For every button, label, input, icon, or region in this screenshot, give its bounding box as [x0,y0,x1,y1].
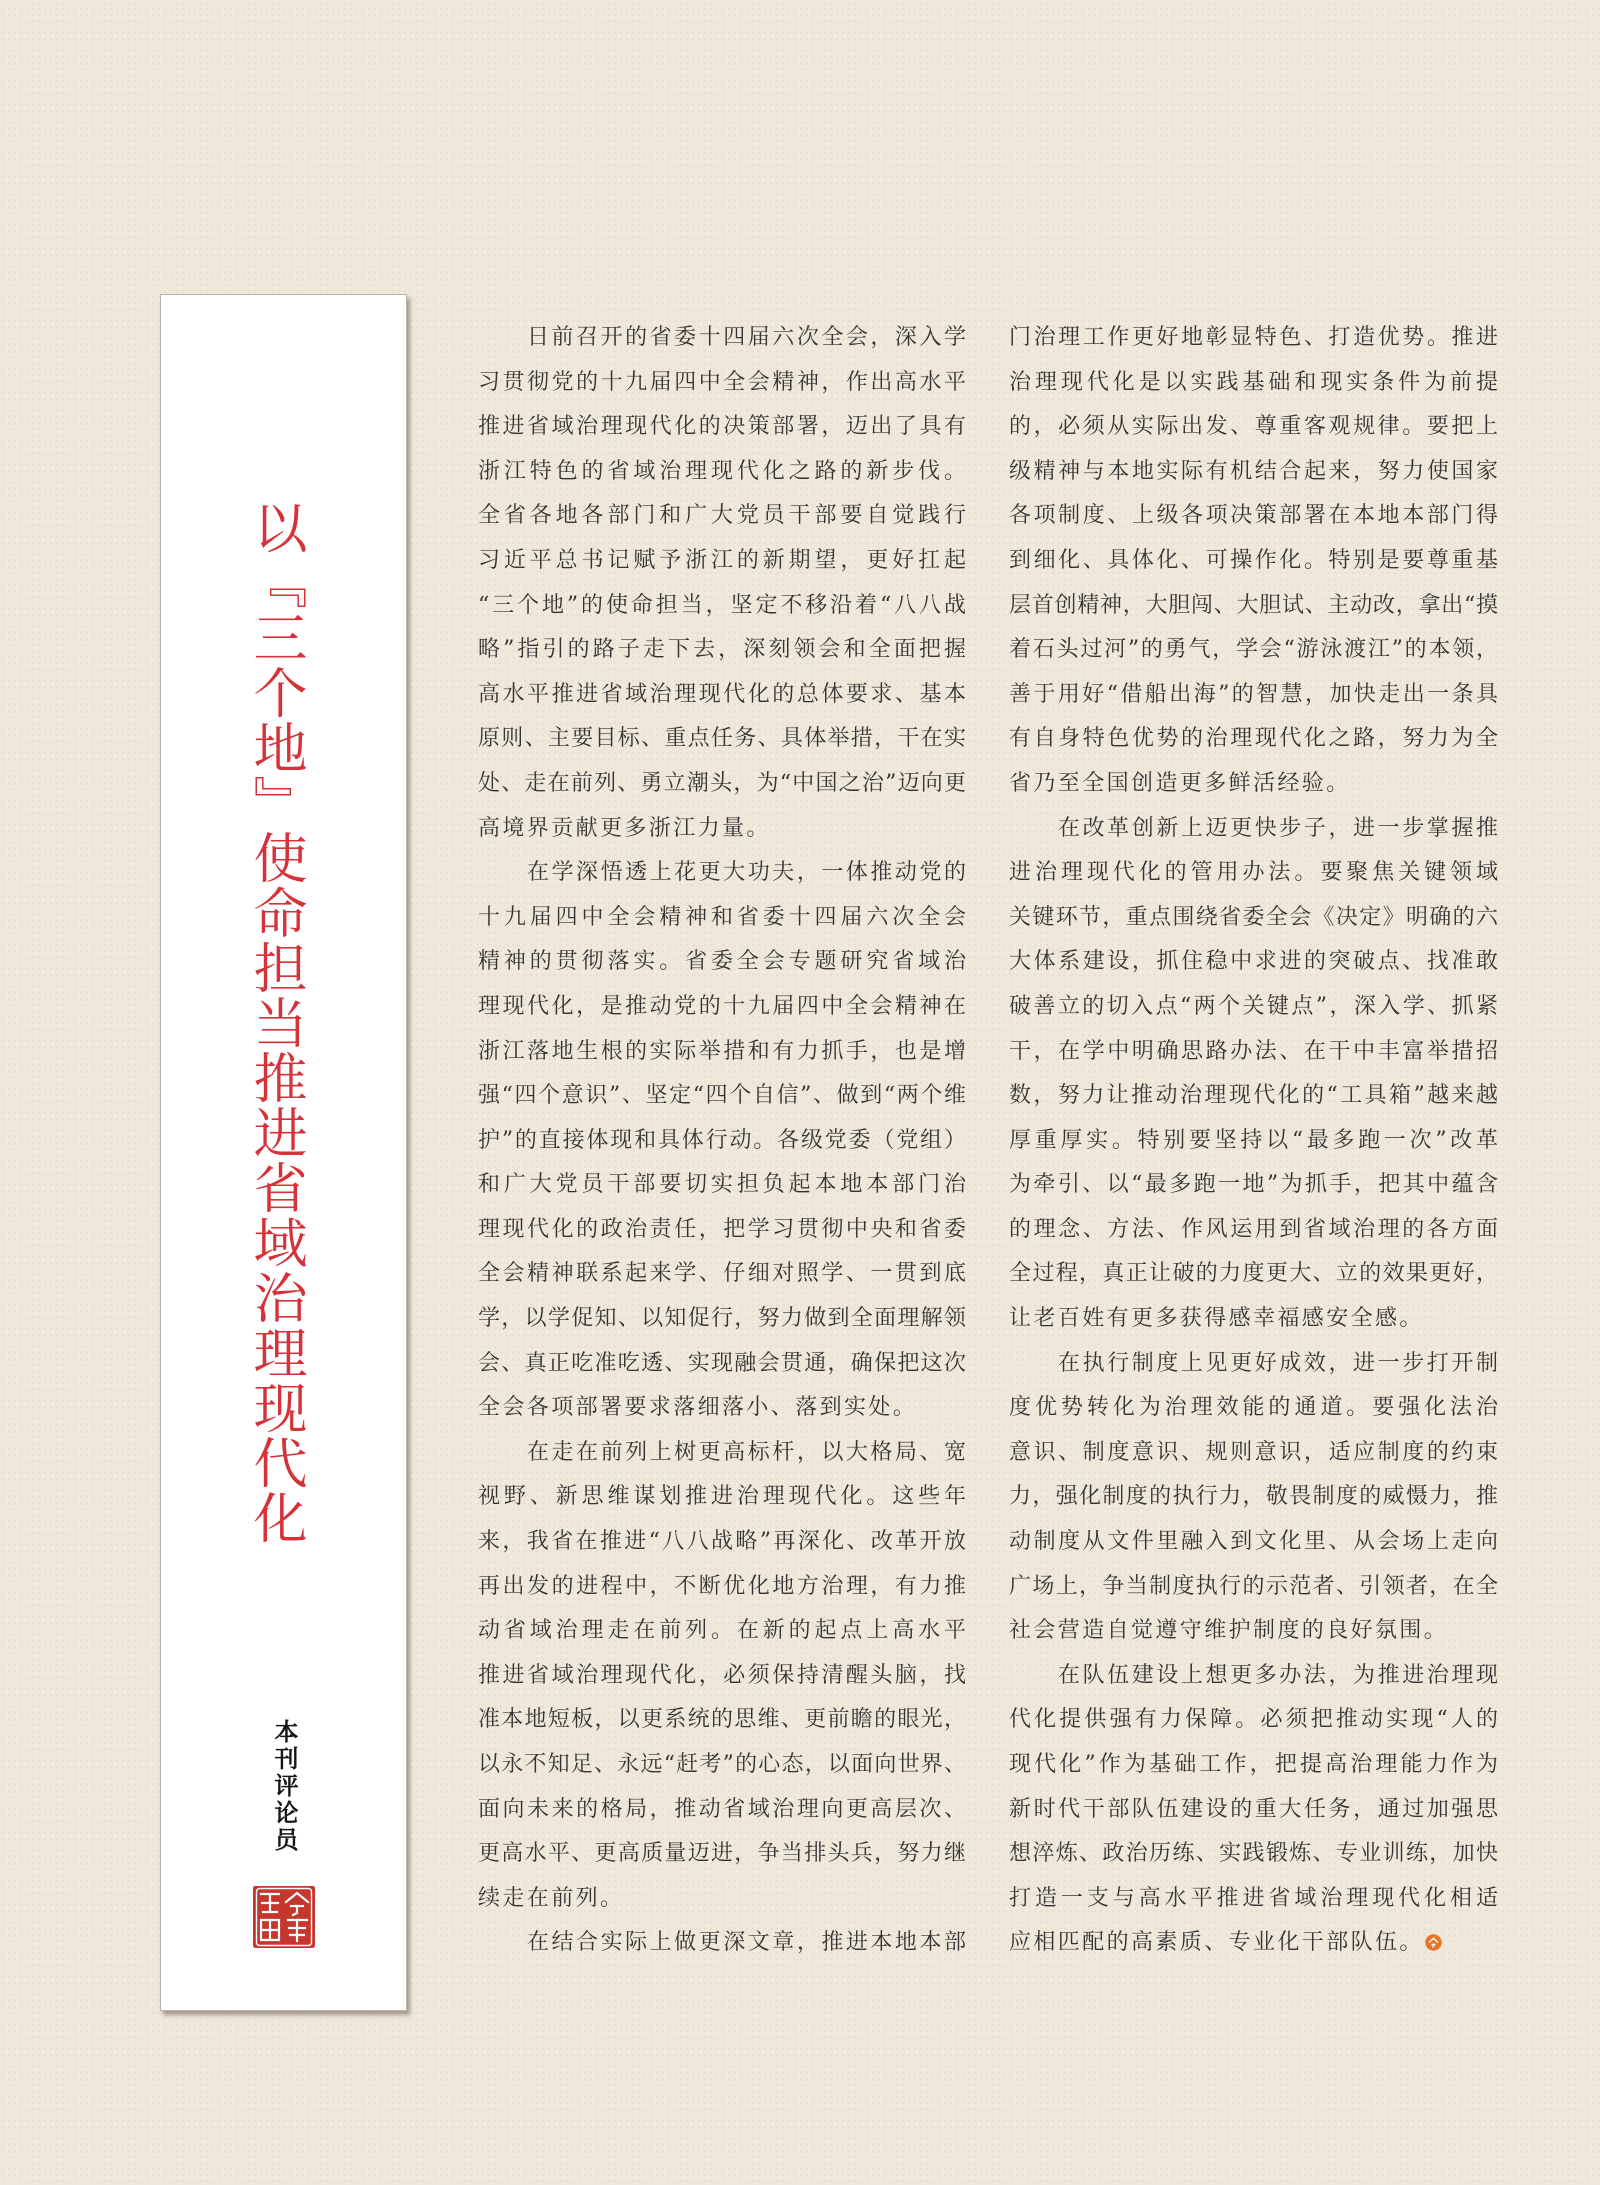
text-line: 破善立的切入点“两个关键点”，深入学、抓紧 [1009,993,1498,1019]
article-column-2 [1009,316,1498,1966]
text-line: 高境界贡献更多浙江力量。 [478,815,771,841]
text-line: 的，必须从实际出发、尊重客观规律。要把上 [1009,414,1498,440]
text-line: 在结合实际上做更深文章，推进本地本部 [527,1930,966,1956]
paragraph [1009,1654,1498,1966]
text-line: 全省各地各部门和广大党员干部要自觉践行 [478,503,966,529]
text-line: 省乃至全国创造更多鲜活经验。 [1009,770,1351,796]
text-line: 学，以学促知、以知促行，努力做到全面理解领 [478,1306,966,1332]
paragraph [478,1431,966,1922]
text-line: 打造一支与高水平推进省域治理现代化相适 [1009,1885,1498,1911]
text-line: 动制度从文件里融入到文化里、从会场上走向 [1009,1529,1498,1555]
final-line-text: 应相匹配的高素质、专业化干部队伍。 [1009,1930,1424,1956]
text-line: 动省域治理走在前列。在新的起点上高水平 [478,1618,966,1644]
text-line: 视野、新思维谋划推进治理现代化。这些年 [478,1484,966,1510]
text-line: 有自身特色优势的治理现代化之路，努力为全 [1009,726,1498,752]
text-line: 到细化、具体化、可操作化。特别是要尊重基 [1009,547,1498,573]
text-line: 推进省域治理现代化的决策部署，迈出了具有 [478,414,966,440]
text-line: 的理念、方法、作风运用到省域治理的各方面 [1009,1216,1498,1242]
text-line: 强“四个意识”、坚定“四个自信”、做到“两个维 [478,1083,966,1109]
text-line: 浙江落地生根的实际举措和有力抓手，也是增 [478,1038,966,1064]
paragraph [478,316,966,851]
text-line: 进治理现代化的管用办法。要聚焦关键领域 [1009,860,1498,886]
paragraph [478,851,966,1431]
text-line: 门治理工作更好地彰显特色、打造优势。推进 [1009,325,1498,350]
text-line: 力，强化制度的执行力，敬畏制度的威慑力，推 [1009,1484,1498,1510]
byline: 本刊评论员 [270,1719,298,1854]
text-line: 在队伍建设上想更多办法，为推进治理现 [1058,1662,1498,1688]
paragraph [1009,807,1498,1342]
text-line: 在改革创新上迈更快步子，进一步掌握推 [1058,815,1498,841]
text-line: 全会各项部署要求落细落小、落到实处。 [478,1395,918,1421]
article-title: 以『三个地』使命担当推进省域治理现代化 [245,500,308,1545]
text-line: 在走在前列上树更高标杆，以大格局、宽 [527,1439,966,1465]
text-line: 精神的贯彻落实。省委全会专题研究省域治 [478,949,966,975]
text-line: 更高水平、更高质量迈进，争当排头兵，努力继 [478,1841,966,1867]
text-line: 善于用好“借船出海”的智慧，加快走出一条具 [1009,681,1498,707]
text-line: 处、走在前列、勇立潮头，为“中国之治”迈向更 [478,770,966,796]
text-line: 浙江特色的省域治理现代化之路的新步伐。 [478,458,966,484]
text-line: 习近平总书记赋予浙江的新期望，更好扛起 [478,547,966,573]
text-line: 来，我省在推进“八八战略”再深化、改革开放 [478,1529,966,1555]
text-line: 着石头过河”的勇气，学会“游泳渡江”的本领， [1009,637,1498,663]
article-column-1 [478,316,966,1966]
text-line: 为牵引、以“最多跑一地”为抓手，把其中蕴含 [1009,1172,1498,1198]
text-line: 再出发的进程中，不断优化地方治理，有力推 [478,1573,966,1599]
text-line: 社会营造自觉遵守维护制度的良好氛围。 [1009,1618,1449,1644]
text-line: 全会精神联系起来学、仔细对照学、一贯到底 [478,1261,966,1287]
text-line: 十九届四中全会精神和省委十四届六次全会 [478,904,966,930]
text-line: 习贯彻党的十九届四中全会精神，作出高水平 [478,369,966,395]
text-line: 以永不知足、永远“赶考”的心态，以面向世界、 [478,1752,966,1777]
text-line: 理现代化的政治责任，把学习贯彻中央和省委 [478,1216,966,1242]
text-line: 干，在学中明确思路办法、在干中丰富举措招 [1009,1038,1498,1064]
text-line: 全过程，真正让破的力度更大、立的效果更好， [1009,1261,1498,1287]
paragraph [1009,1342,1498,1654]
paragraph [1009,316,1498,807]
text-line: 续走在前列。 [478,1885,625,1911]
text-line: 面向未来的格局，推动省域治理向更高层次、 [478,1796,966,1822]
text-line: 让老百姓有更多获得感幸福感安全感。 [1009,1306,1424,1332]
text-line: 现代化”作为基础工作，把提高治理能力作为 [1009,1752,1498,1777]
text-line: 大体系建设，抓住稳中求进的突破点、找准敢 [1009,949,1498,975]
title-card [160,294,407,2011]
text-line: 准本地短板，以更系统的思维、更前瞻的眼光， [478,1707,966,1733]
text-line: 理现代化，是推动党的十九届四中全会精神在 [478,993,966,1019]
text-line: 代化提供强有力保障。必须把推动实现“人的 [1009,1707,1498,1733]
text-line: 略”指引的路子走下去，深刻领会和全面把握 [478,637,966,663]
paragraph [478,1921,966,1966]
text-line: 治理现代化是以实践基础和现实条件为前提 [1009,369,1498,395]
text-line: 级精神与本地实际有机结合起来，努力使国家 [1009,458,1498,484]
text-line: 广场上，争当制度执行的示范者、引领者，在全 [1009,1573,1498,1599]
text-line: “三个地”的使命担当，坚定不移沿着“八八战 [478,592,966,618]
seal-stamp [252,1884,316,1950]
text-line: 日前召开的省委十四届六次全会，深入学 [527,325,966,350]
text-line: 在执行制度上见更好成效，进一步打开制 [1058,1350,1498,1376]
text-line-final [1009,1921,1498,1966]
text-line: 层首创精神，大胆闯、大胆试、主动改，拿出“摸 [1009,592,1498,618]
text-line: 想淬炼、政治历练、实践锻炼、专业训练，加快 [1009,1841,1498,1867]
text-line: 各项制度、上级各项决策部署在本地本部门得 [1009,503,1498,529]
text-line: 关键环节，重点围绕省委全会《决定》明确的六 [1009,904,1498,930]
end-mark-icon [1425,1934,1442,1951]
text-line: 护”的直接体现和具体行动。各级党委（党组） [478,1127,966,1153]
text-line: 原则、主要目标、重点任务、具体举措，干在实 [478,726,966,752]
text-line: 度优势转化为治理效能的通道。要强化法治 [1009,1395,1498,1421]
text-line: 推进省域治理现代化，必须保持清醒头脑，找 [478,1662,966,1688]
text-line: 和广大党员干部要切实担负起本地本部门治 [478,1172,966,1198]
text-line: 会、真正吃准吃透、实现融会贯通，确保把这次 [478,1350,966,1376]
text-line: 高水平推进省域治理现代化的总体要求、基本 [478,681,966,707]
text-line: 数，努力让推动治理现代化的“工具箱”越来越 [1009,1083,1498,1109]
text-line: 在学深悟透上花更大功夫，一体推动党的 [527,860,966,886]
text-line: 意识、制度意识、规则意识，适应制度的约束 [1009,1439,1498,1465]
text-line: 新时代干部队伍建设的重大任务，通过加强思 [1009,1796,1498,1822]
text-line: 厚重厚实。特别要坚持以“最多跑一次”改革 [1009,1127,1498,1153]
